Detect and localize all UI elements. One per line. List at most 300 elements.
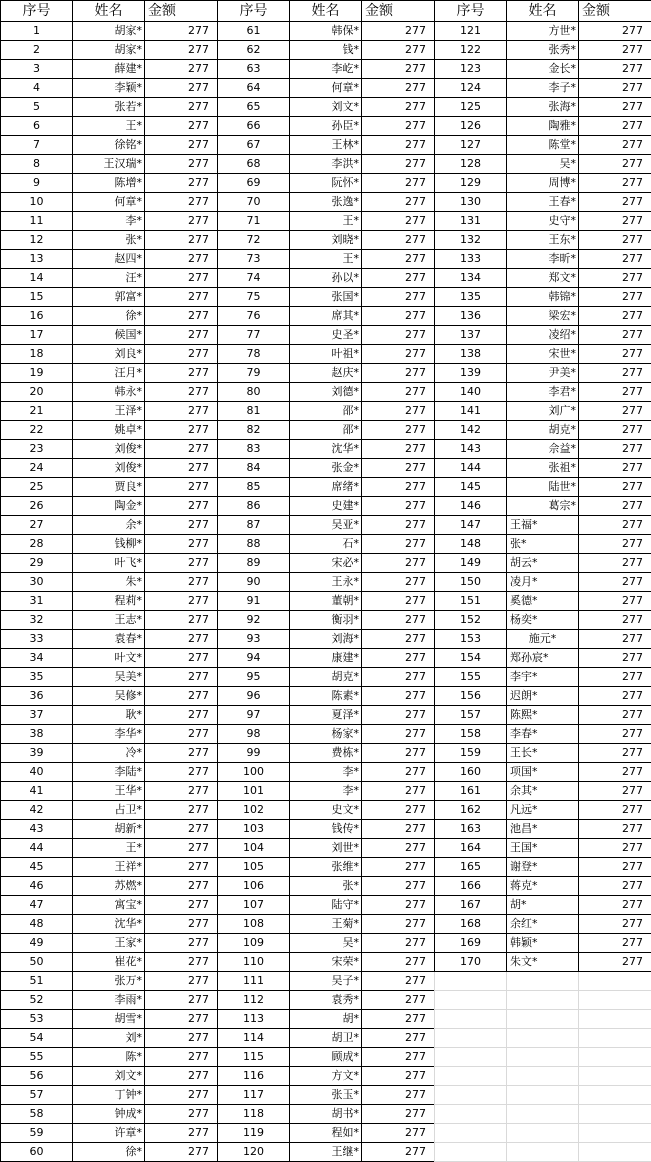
- amount: 277: [362, 953, 435, 972]
- amount: 277: [579, 117, 651, 136]
- row-number: 41: [1, 782, 73, 801]
- amount: [579, 1048, 651, 1067]
- person-name: 邵*: [290, 421, 362, 440]
- table-row: [1, 782, 218, 801]
- row-number: 83: [218, 440, 290, 459]
- table-row: [435, 668, 651, 687]
- person-name: 胡家*: [73, 41, 145, 60]
- amount: 277: [579, 725, 651, 744]
- table-row: [218, 535, 435, 554]
- table-row: [218, 801, 435, 820]
- person-name: 李宇*: [507, 668, 579, 687]
- row-number: 74: [218, 269, 290, 288]
- row-number: 78: [218, 345, 290, 364]
- amount: [579, 991, 651, 1010]
- person-name: 程莉*: [73, 592, 145, 611]
- row-number: 1: [1, 22, 73, 41]
- table-row: [435, 839, 651, 858]
- amount: 277: [362, 1124, 435, 1143]
- table-row: [218, 440, 435, 459]
- table-row: [435, 288, 651, 307]
- header-row: [218, 1, 435, 22]
- table-row: [435, 687, 651, 706]
- row-number: 105: [218, 858, 290, 877]
- amount: 277: [579, 383, 651, 402]
- row-number: 164: [435, 839, 507, 858]
- table-row: [1, 972, 218, 991]
- table-row: [1, 535, 218, 554]
- row-number: [435, 1124, 507, 1143]
- person-name: 韩保*: [290, 22, 362, 41]
- amount: 277: [362, 706, 435, 725]
- empty-row: [435, 991, 651, 1010]
- row-number: 84: [218, 459, 290, 478]
- person-name: 刘世*: [290, 839, 362, 858]
- person-name: 胡卫*: [290, 1029, 362, 1048]
- row-number: 129: [435, 174, 507, 193]
- table-row: [435, 269, 651, 288]
- person-name: 刘*: [73, 1029, 145, 1048]
- amount: 277: [579, 402, 651, 421]
- amount: 277: [145, 991, 218, 1010]
- table-row: [218, 877, 435, 896]
- header-amount: 金额: [362, 1, 435, 22]
- table-row: [435, 744, 651, 763]
- table-row: [218, 649, 435, 668]
- row-number: [435, 1010, 507, 1029]
- table-row: [435, 934, 651, 953]
- table-row: [435, 155, 651, 174]
- table-row: [435, 611, 651, 630]
- person-name: 王华*: [73, 782, 145, 801]
- row-number: 35: [1, 668, 73, 687]
- amount: 277: [362, 117, 435, 136]
- table-row: [218, 991, 435, 1010]
- amount: 277: [145, 174, 218, 193]
- amount: 277: [362, 839, 435, 858]
- row-number: 82: [218, 421, 290, 440]
- table-row: [1, 934, 218, 953]
- amount: 277: [145, 1029, 218, 1048]
- amount: 277: [362, 554, 435, 573]
- person-name: 王*: [290, 250, 362, 269]
- table-row: [1, 497, 218, 516]
- amount: 277: [579, 269, 651, 288]
- row-number: 34: [1, 649, 73, 668]
- row-number: 139: [435, 364, 507, 383]
- table-row: [218, 1105, 435, 1124]
- amount: 277: [145, 896, 218, 915]
- amount: 277: [362, 535, 435, 554]
- amount: 277: [362, 497, 435, 516]
- person-name: 沈华*: [290, 440, 362, 459]
- amount: 277: [362, 630, 435, 649]
- row-number: 132: [435, 231, 507, 250]
- amount: 277: [579, 858, 651, 877]
- amount: 277: [145, 535, 218, 554]
- table-row: [1, 402, 218, 421]
- amount: 277: [145, 345, 218, 364]
- amount: 277: [362, 915, 435, 934]
- row-number: [435, 1048, 507, 1067]
- row-number: 155: [435, 668, 507, 687]
- person-name: 郭富*: [73, 288, 145, 307]
- row-number: 107: [218, 896, 290, 915]
- person-name: 孙以*: [290, 269, 362, 288]
- name-list-block: [434, 0, 651, 1162]
- row-number: 140: [435, 383, 507, 402]
- person-name: 钱传*: [290, 820, 362, 839]
- row-number: 126: [435, 117, 507, 136]
- row-number: 76: [218, 307, 290, 326]
- table-row: [1, 839, 218, 858]
- table-row: [435, 421, 651, 440]
- amount: 277: [145, 934, 218, 953]
- person-name: 凌绍*: [507, 326, 579, 345]
- table-row: [435, 307, 651, 326]
- row-number: 10: [1, 193, 73, 212]
- table-row: [218, 896, 435, 915]
- amount: 277: [362, 1105, 435, 1124]
- person-name: 史守*: [507, 212, 579, 231]
- row-number: 51: [1, 972, 73, 991]
- row-number: 26: [1, 497, 73, 516]
- row-number: 159: [435, 744, 507, 763]
- person-name: 张海*: [507, 98, 579, 117]
- row-number: 152: [435, 611, 507, 630]
- row-number: 59: [1, 1124, 73, 1143]
- row-number: 163: [435, 820, 507, 839]
- person-name: 郑文*: [507, 269, 579, 288]
- amount: 277: [579, 877, 651, 896]
- person-name: 孙臣*: [290, 117, 362, 136]
- table-row: [435, 41, 651, 60]
- table-row: [1, 98, 218, 117]
- row-number: 93: [218, 630, 290, 649]
- row-number: 106: [218, 877, 290, 896]
- person-name: 苏燃*: [73, 877, 145, 896]
- table-row: [435, 60, 651, 79]
- person-name: 丁钟*: [73, 1086, 145, 1105]
- row-number: 90: [218, 573, 290, 592]
- person-name: 李君*: [507, 383, 579, 402]
- row-number: 40: [1, 763, 73, 782]
- amount: 277: [362, 136, 435, 155]
- amount: 277: [579, 915, 651, 934]
- amount: 277: [579, 212, 651, 231]
- amount: 277: [579, 839, 651, 858]
- table-row: [218, 41, 435, 60]
- amount: 277: [145, 1105, 218, 1124]
- amount: 277: [579, 174, 651, 193]
- amount: 277: [362, 79, 435, 98]
- row-number: 13: [1, 250, 73, 269]
- table-row: [1, 136, 218, 155]
- row-number: 133: [435, 250, 507, 269]
- table-row: [1, 896, 218, 915]
- row-number: 156: [435, 687, 507, 706]
- table-row: [1, 193, 218, 212]
- row-number: 170: [435, 953, 507, 972]
- amount: 277: [362, 383, 435, 402]
- amount: 277: [579, 649, 651, 668]
- person-name: 张维*: [290, 858, 362, 877]
- amount: 277: [362, 155, 435, 174]
- table-row: [1, 345, 218, 364]
- person-name: 薛建*: [73, 60, 145, 79]
- person-name: 史文*: [290, 801, 362, 820]
- amount: 277: [579, 535, 651, 554]
- row-number: 127: [435, 136, 507, 155]
- table-row: [1, 630, 218, 649]
- table-row: [435, 877, 651, 896]
- person-name: 陶金*: [73, 497, 145, 516]
- person-name: 宋世*: [507, 345, 579, 364]
- row-number: 143: [435, 440, 507, 459]
- person-name: 张祖*: [507, 459, 579, 478]
- person-name: 王*: [73, 117, 145, 136]
- table-row: [218, 687, 435, 706]
- table-row: [1, 706, 218, 725]
- person-name: [507, 1086, 579, 1105]
- person-name: 陆世*: [507, 478, 579, 497]
- amount: 277: [579, 250, 651, 269]
- person-name: 钱柳*: [73, 535, 145, 554]
- row-number: 166: [435, 877, 507, 896]
- amount: 277: [362, 858, 435, 877]
- table-row: [218, 345, 435, 364]
- table-row: [1, 991, 218, 1010]
- row-number: 88: [218, 535, 290, 554]
- table-row: [218, 212, 435, 231]
- amount: 277: [362, 649, 435, 668]
- row-number: 147: [435, 516, 507, 535]
- table-row: [1, 611, 218, 630]
- row-number: 57: [1, 1086, 73, 1105]
- table-row: [218, 953, 435, 972]
- table-row: [435, 326, 651, 345]
- person-name: 席其*: [290, 307, 362, 326]
- person-name: 王菊*: [290, 915, 362, 934]
- amount: [579, 972, 651, 991]
- row-number: 17: [1, 326, 73, 345]
- amount: 277: [362, 402, 435, 421]
- amount: 277: [579, 820, 651, 839]
- person-name: 董朝*: [290, 592, 362, 611]
- row-number: 136: [435, 307, 507, 326]
- table-row: [1, 820, 218, 839]
- row-number: 48: [1, 915, 73, 934]
- table-row: [218, 1048, 435, 1067]
- row-number: 58: [1, 1105, 73, 1124]
- row-number: 60: [1, 1143, 73, 1162]
- table-row: [218, 611, 435, 630]
- amount: 277: [145, 1048, 218, 1067]
- amount: 277: [362, 326, 435, 345]
- table-row: [218, 934, 435, 953]
- row-number: 3: [1, 60, 73, 79]
- row-number: 53: [1, 1010, 73, 1029]
- row-number: 115: [218, 1048, 290, 1067]
- empty-row: [435, 972, 651, 991]
- table-row: [435, 497, 651, 516]
- amount: 277: [362, 896, 435, 915]
- amount: 277: [579, 497, 651, 516]
- row-number: 75: [218, 288, 290, 307]
- amount: 277: [145, 668, 218, 687]
- amount: 277: [362, 1067, 435, 1086]
- row-number: 38: [1, 725, 73, 744]
- row-number: 112: [218, 991, 290, 1010]
- amount: 277: [145, 725, 218, 744]
- amount: 277: [145, 1067, 218, 1086]
- person-name: 史建*: [290, 497, 362, 516]
- amount: 277: [362, 1010, 435, 1029]
- row-number: 168: [435, 915, 507, 934]
- amount: 277: [579, 22, 651, 41]
- row-number: 86: [218, 497, 290, 516]
- amount: 277: [362, 22, 435, 41]
- row-number: 31: [1, 592, 73, 611]
- row-number: 18: [1, 345, 73, 364]
- table-row: [435, 516, 651, 535]
- person-name: 石*: [290, 535, 362, 554]
- table-row: [1, 79, 218, 98]
- row-number: 52: [1, 991, 73, 1010]
- amount: 277: [579, 801, 651, 820]
- amount: 277: [362, 269, 435, 288]
- person-name: 张秀*: [507, 41, 579, 60]
- row-number: 42: [1, 801, 73, 820]
- table-row: [218, 174, 435, 193]
- table-row: [1, 60, 218, 79]
- amount: 277: [579, 687, 651, 706]
- row-number: 50: [1, 953, 73, 972]
- header-row: [435, 1, 651, 22]
- person-name: 刘海*: [290, 630, 362, 649]
- person-name: [507, 1143, 579, 1162]
- person-name: 李屹*: [290, 60, 362, 79]
- amount: 277: [362, 573, 435, 592]
- amount: 277: [579, 421, 651, 440]
- person-name: 池昌*: [507, 820, 579, 839]
- person-name: 王*: [290, 212, 362, 231]
- amount: 277: [145, 573, 218, 592]
- row-number: 54: [1, 1029, 73, 1048]
- person-name: 王志*: [73, 611, 145, 630]
- table-row: [435, 22, 651, 41]
- person-name: 胡书*: [290, 1105, 362, 1124]
- person-name: 夏泽*: [290, 706, 362, 725]
- amount: 277: [579, 953, 651, 972]
- row-number: 150: [435, 573, 507, 592]
- row-number: 125: [435, 98, 507, 117]
- amount: 277: [145, 554, 218, 573]
- row-number: 15: [1, 288, 73, 307]
- table-row: [435, 573, 651, 592]
- amount: 277: [362, 440, 435, 459]
- person-name: 徐*: [73, 307, 145, 326]
- row-number: 113: [218, 1010, 290, 1029]
- person-name: 占卫*: [73, 801, 145, 820]
- row-number: 160: [435, 763, 507, 782]
- row-number: 110: [218, 953, 290, 972]
- person-name: 胡雪*: [73, 1010, 145, 1029]
- person-name: 李雨*: [73, 991, 145, 1010]
- person-name: 胡新*: [73, 820, 145, 839]
- amount: 277: [579, 668, 651, 687]
- person-name: 杨家*: [290, 725, 362, 744]
- row-number: [435, 972, 507, 991]
- table-row: [1, 22, 218, 41]
- table-row: [218, 858, 435, 877]
- amount: 277: [145, 364, 218, 383]
- person-name: 葛宗*: [507, 497, 579, 516]
- row-number: 144: [435, 459, 507, 478]
- row-number: 134: [435, 269, 507, 288]
- amount: 277: [145, 421, 218, 440]
- person-name: 迟朗*: [507, 687, 579, 706]
- person-name: 刘俊*: [73, 459, 145, 478]
- person-name: 汪*: [73, 269, 145, 288]
- amount: 277: [362, 1143, 435, 1162]
- person-name: 朱*: [73, 573, 145, 592]
- row-number: 92: [218, 611, 290, 630]
- table-row: [218, 307, 435, 326]
- row-number: 4: [1, 79, 73, 98]
- person-name: 陶雅*: [507, 117, 579, 136]
- amount: 277: [145, 478, 218, 497]
- person-name: 沈华*: [73, 915, 145, 934]
- amount: 277: [362, 231, 435, 250]
- person-name: 吴*: [290, 934, 362, 953]
- table-row: [1, 573, 218, 592]
- table-row: [1, 953, 218, 972]
- table-row: [1, 668, 218, 687]
- amount: [579, 1067, 651, 1086]
- amount: 277: [579, 934, 651, 953]
- amount: 277: [145, 706, 218, 725]
- row-number: 89: [218, 554, 290, 573]
- table-row: [435, 630, 651, 649]
- header-number: 序号: [1, 1, 73, 22]
- table-row: [1, 41, 218, 60]
- amount: 277: [145, 801, 218, 820]
- row-number: 94: [218, 649, 290, 668]
- amount: 277: [579, 763, 651, 782]
- table-row: [435, 79, 651, 98]
- table-row: [218, 630, 435, 649]
- person-name: 吴修*: [73, 687, 145, 706]
- row-number: 21: [1, 402, 73, 421]
- amount: 277: [579, 611, 651, 630]
- header-name: 姓名: [290, 1, 362, 22]
- row-number: 128: [435, 155, 507, 174]
- table-row: [218, 478, 435, 497]
- person-name: 刘广*: [507, 402, 579, 421]
- amount: 277: [579, 79, 651, 98]
- person-name: 胡*: [290, 1010, 362, 1029]
- row-number: 56: [1, 1067, 73, 1086]
- row-number: 22: [1, 421, 73, 440]
- person-name: 张国*: [290, 288, 362, 307]
- row-number: 130: [435, 193, 507, 212]
- header-number: 序号: [435, 1, 507, 22]
- row-number: 108: [218, 915, 290, 934]
- table-row: [218, 1124, 435, 1143]
- row-number: 39: [1, 744, 73, 763]
- row-number: 87: [218, 516, 290, 535]
